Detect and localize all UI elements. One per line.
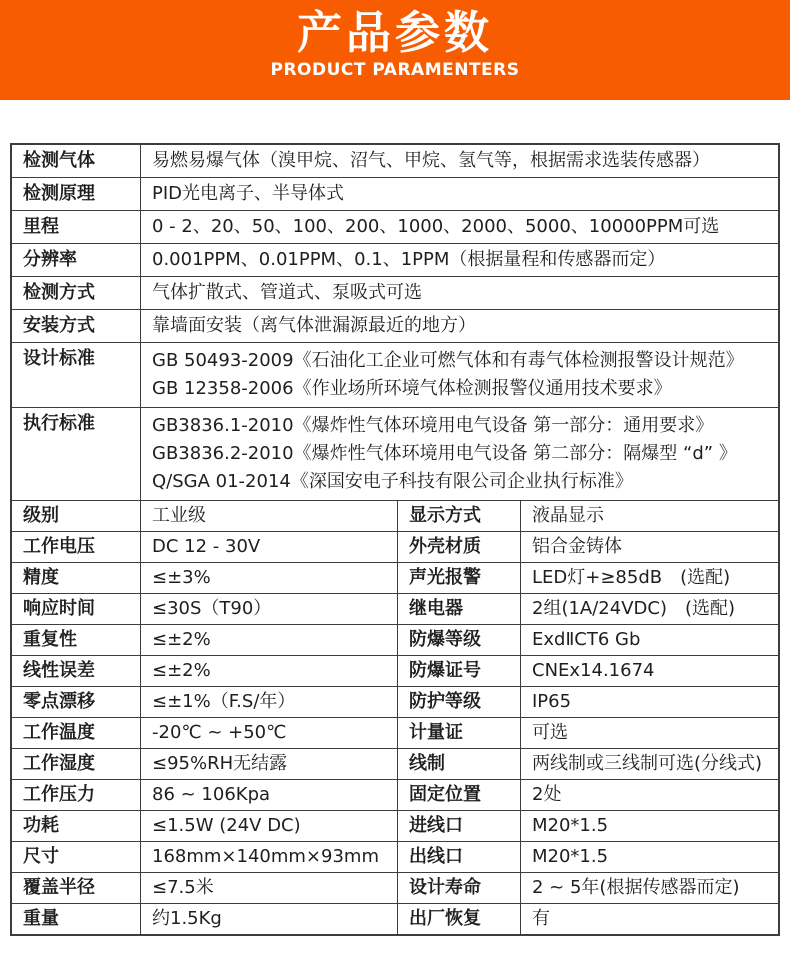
table-row — [12, 276, 778, 309]
banner — [0, 0, 790, 100]
param-label: 工作温度 — [12, 718, 141, 748]
param-value: ≤±2% — [141, 625, 398, 655]
param-label: 覆盖半径 — [12, 873, 141, 903]
param-value: 气体扩散式、管道式、泵吸式可选 — [152, 282, 422, 303]
table-row — [12, 407, 778, 500]
table-row — [12, 624, 778, 655]
param-value: 易燃易爆气体（溴甲烷、沼气、甲烷、氢气等，根据需求选装传感器） — [152, 150, 710, 171]
table-row — [12, 872, 778, 903]
param-value: DC 12 - 30V — [141, 532, 398, 562]
param-value: ≤1.5W (24V DC) — [141, 811, 398, 841]
param-value: 168mm×140mm×93mm — [141, 842, 398, 872]
param-label: 功耗 — [12, 811, 141, 841]
table-row — [12, 779, 778, 810]
param-label: 设计标准 — [12, 343, 141, 407]
param-label: 检测原理 — [12, 178, 141, 210]
param-value: 有 — [532, 908, 550, 929]
param-value: 液晶显示 — [532, 505, 604, 526]
param-value: 2 ~ 5年(根据传感器而定) — [532, 877, 740, 898]
param-label: 工作电压 — [12, 532, 141, 562]
param-label: 声光报警 — [398, 563, 521, 593]
table-row — [12, 243, 778, 276]
param-value-line: GB3836.1-2010《爆炸性气体环境用电气设备 第一部分：通用要求》 — [152, 415, 714, 436]
param-label: 继电器 — [398, 594, 521, 624]
param-value: 0 - 2、20、50、100、200、1000、2000、5000、10000PPM可选 — [152, 216, 720, 237]
param-value: 铝合金铸体 — [532, 536, 622, 557]
param-value: ExdⅡCT6 Gb — [532, 629, 641, 650]
param-label: 防爆等级 — [398, 625, 521, 655]
param-label: 工作湿度 — [12, 749, 141, 779]
param-value: 0.001PPM、0.01PPM、0.1、1PPM（根据量程和传感器而定） — [152, 249, 666, 270]
spec-table-full-section — [12, 145, 778, 500]
param-label: 计量证 — [398, 718, 521, 748]
param-label: 里程 — [12, 211, 141, 243]
param-label: 工作压力 — [12, 780, 141, 810]
param-value: M20*1.5 — [532, 815, 609, 836]
param-label: 出线口 — [398, 842, 521, 872]
param-label: 线性误差 — [12, 656, 141, 686]
param-label: 重复性 — [12, 625, 141, 655]
param-label: 防护等级 — [398, 687, 521, 717]
param-label: 外壳材质 — [398, 532, 521, 562]
table-row — [12, 717, 778, 748]
table-row — [12, 810, 778, 841]
param-label: 精度 — [12, 563, 141, 593]
param-value: ≤±2% — [141, 656, 398, 686]
param-value — [141, 343, 778, 407]
table-row — [12, 177, 778, 210]
param-label: 执行标准 — [12, 408, 141, 500]
param-label: 检测气体 — [12, 145, 141, 177]
param-value: -20℃ ~ +50℃ — [141, 718, 398, 748]
table-row — [12, 500, 778, 531]
table-row — [12, 593, 778, 624]
param-label: 检测方式 — [12, 277, 141, 309]
table-row — [12, 309, 778, 342]
table-row — [12, 145, 778, 177]
param-value: 86 ~ 106Kpa — [141, 780, 398, 810]
param-value: ≤30S（T90） — [141, 594, 398, 624]
param-label: 零点漂移 — [12, 687, 141, 717]
param-value: PID光电离子、半导体式 — [152, 183, 345, 204]
table-row — [12, 342, 778, 407]
param-value-line: GB3836.2-2010《爆炸性气体环境用电气设备 第二部分：隔爆型 “d” 》 — [152, 443, 737, 464]
param-label: 线制 — [398, 749, 521, 779]
param-value: ≤95%RH无结露 — [141, 749, 398, 779]
param-label: 进线口 — [398, 811, 521, 841]
table-row — [12, 531, 778, 562]
param-value-line: Q/SGA 01-2014《深国安电子科技有限公司企业执行标准》 — [152, 471, 633, 492]
param-label: 出厂恢复 — [398, 904, 521, 934]
param-value: 工业级 — [141, 501, 398, 531]
param-value-line: GB 12358-2006《作业场所环境气体检测报警仪通用技术要求》 — [152, 378, 672, 399]
param-label: 级别 — [12, 501, 141, 531]
param-label: 显示方式 — [398, 501, 521, 531]
param-label: 分辨率 — [12, 244, 141, 276]
param-label: 安装方式 — [12, 310, 141, 342]
param-value: 两线制或三线制可选(分线式) — [532, 753, 763, 774]
param-value: ≤±1%（F.S/年） — [141, 687, 398, 717]
param-value: CNEx14.1674 — [532, 660, 655, 681]
param-value: M20*1.5 — [532, 846, 609, 867]
param-value: ≤7.5米 — [141, 873, 398, 903]
param-value: IP65 — [532, 691, 572, 712]
param-label: 响应时间 — [12, 594, 141, 624]
table-row — [12, 841, 778, 872]
param-value: LED灯+≥85dB (选配) — [532, 567, 731, 588]
table-row — [12, 655, 778, 686]
param-label: 固定位置 — [398, 780, 521, 810]
param-value: ≤±3% — [141, 563, 398, 593]
spec-table — [10, 143, 780, 936]
table-row — [12, 562, 778, 593]
param-value: 可选 — [532, 722, 568, 743]
param-label: 尺寸 — [12, 842, 141, 872]
table-row — [12, 210, 778, 243]
param-value: 2处 — [532, 784, 562, 805]
param-value-line: GB 50493-2009《石油化工企业可燃气体和有毒气体检测报警设计规范》 — [152, 350, 744, 371]
spec-table-pair-section — [12, 500, 778, 934]
param-label: 设计寿命 — [398, 873, 521, 903]
page-subtitle: PRODUCT PARAMENTERS — [270, 59, 520, 80]
param-label: 重量 — [12, 904, 141, 934]
param-value: 约1.5Kg — [141, 904, 398, 934]
table-row — [12, 748, 778, 779]
page-title: 产品参数 — [296, 6, 493, 59]
param-value: 2组(1A/24VDC) (选配) — [532, 598, 736, 619]
table-row — [12, 903, 778, 934]
param-value — [141, 408, 778, 500]
table-row — [12, 686, 778, 717]
param-label: 防爆证号 — [398, 656, 521, 686]
param-value: 靠墙面安装（离气体泄漏源最近的地方） — [152, 315, 476, 336]
